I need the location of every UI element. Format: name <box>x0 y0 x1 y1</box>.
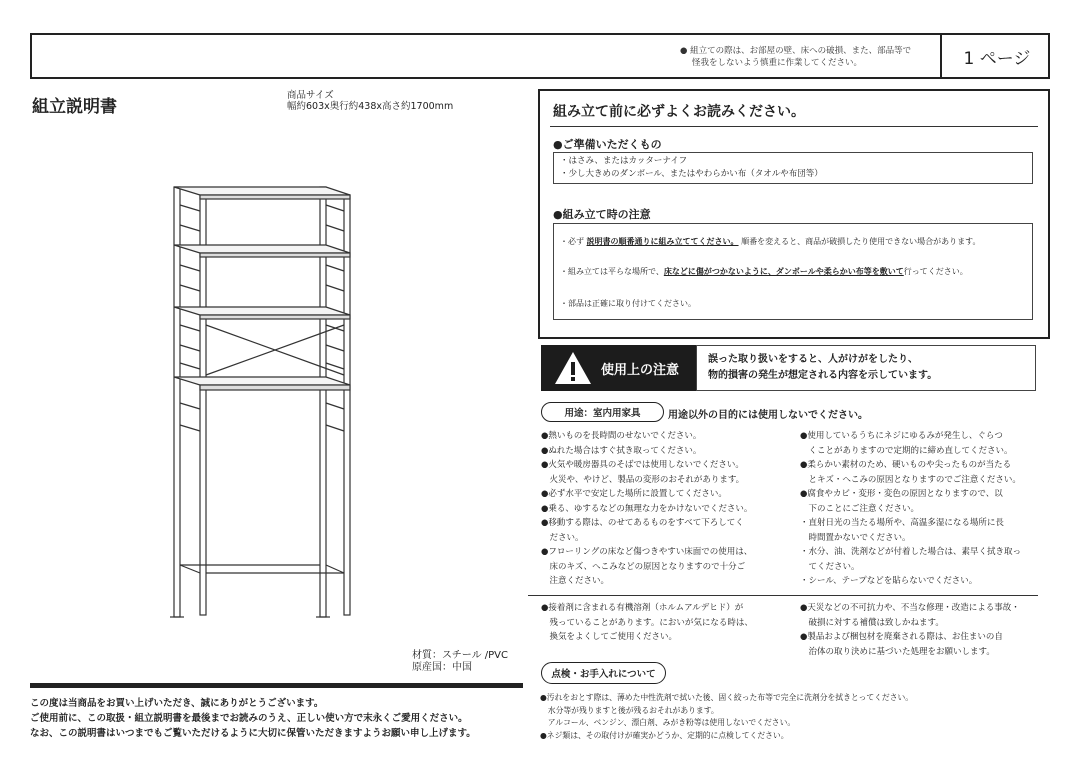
list-item: てください。 <box>800 561 860 572</box>
list-item: 治体の取り決めに基づいた処理をお願いします。 <box>800 646 995 657</box>
list-item: ださい。 <box>541 532 584 543</box>
right-caution-list <box>800 429 1045 589</box>
left-caution-list <box>541 429 786 589</box>
list-item: くことがありますので定期的に締め直してください。 <box>800 445 1013 456</box>
warning-label: 使用上の注意 <box>601 362 680 378</box>
warning-desc <box>708 352 937 384</box>
prep-item: ・少し大きめのダンボール、またはやわらかい布（タオルや布団等） <box>560 169 823 179</box>
list-item: ●火気や暖房器具のそばでは使用しないでください。 <box>541 460 744 470</box>
list-item: ●製品および梱包材を廃棄される際は、お住まいの自 <box>800 632 1003 642</box>
list-item: ●ネジ類は、その取付けが確実かどうか、定期的に点検してください。 <box>540 730 789 740</box>
caution-item-1: ・必ず 説明書の順番通りに組み立ててください。 順番を変えると、商品が破損したり使用できない場合があります。 <box>560 237 981 246</box>
header-note <box>680 45 950 69</box>
warning-desc-line2: 物的損害の発生が想定される内容を示しています。 <box>708 370 938 381</box>
caution-item-2: ・組み立ては平らな場所で、床などに傷がつかないように、ダンボールや柔らかい布等を敷いて行ってください。 <box>560 267 968 276</box>
usage-pill: 用途：室内用家具 <box>541 402 664 422</box>
origin-text: 原産国：中国 <box>412 662 472 673</box>
list-item: ●ぬれた場合はすぐ拭き取ってください。 <box>541 445 702 456</box>
thanks-message <box>30 696 476 741</box>
caution-list <box>553 223 1033 320</box>
list-item: ●天災などの不可抗力や、不当な修理・改造による事故・ <box>800 603 1020 613</box>
header-note-line2: 怪我をしないよう慎重に作業してください。 <box>692 58 863 68</box>
list-item: ●フローリングの床など傷つきやすい床面での使用は、 <box>541 547 753 557</box>
thanks-line: なお、この説明書はいつまでもご覧いただけるように大切に保管いただきますようお願い申し上げます。 <box>30 728 476 739</box>
doc-title: 組立説明書 <box>32 97 117 117</box>
prep-item: ・はさみ、またはカッターナイフ <box>560 156 688 166</box>
list-item: 破損に対する補償は致しかねます。 <box>800 617 944 628</box>
list-item: 換気をよくしてご使用ください。 <box>541 632 678 642</box>
thanks-line: この度は当商品をお買い上げいただき、誠にありがとうございます。 <box>30 698 324 709</box>
list-item: 火災や、やけど、製品の変形のおそれがあります。 <box>541 474 745 485</box>
product-size <box>287 90 453 112</box>
list-item: アルコール、ベンジン、漂白剤、みがき粉等は使用しないでください。 <box>540 718 796 727</box>
usage-note: 用途以外の目的には使用しないでください。 <box>668 410 868 421</box>
list-item: ●使用しているうちにネジにゆるみが発生し、ぐらつ <box>800 431 1003 441</box>
caution-heading: ●組み立て時の注意 <box>553 208 651 221</box>
care-list <box>540 692 913 742</box>
list-item: ●接着剤に含まれる有機溶剤（ホルムアルデヒド）が <box>541 603 744 613</box>
warning-desc-line1: 誤った取り扱いをすると、人がけがをしたり、 <box>708 354 918 365</box>
prep-heading: ●ご準備いただくもの <box>553 138 662 151</box>
list-item: ●汚れをおとす際は、薄めた中性洗剤で拭いた後、固く絞った布等で完全に洗剤分を拭きとってください。 <box>540 693 914 702</box>
list-item: 注意ください。 <box>541 576 610 586</box>
thanks-line: ご使用前に、この取扱・組立説明書を最後までお読みのうえ、正しい使い方で末永くご愛用ください。 <box>30 713 468 724</box>
list-item: 残っていることがあります。においが気になる時は、 <box>541 617 753 628</box>
materials-info <box>412 650 508 674</box>
list-item: ●必ず水平で安定した場所に設置してください。 <box>541 489 727 499</box>
list-item: ●腐食やカビ・変形・変色の原因となりますので、以 <box>800 489 1003 499</box>
list-item: ・水分、油、洗剤などが付着した場合は、素早く拭き取っ <box>800 547 1022 557</box>
material-text: 材質：スチール /PVC <box>412 650 509 661</box>
list-item: ●熱いものを長時間のせないでください。 <box>541 431 702 441</box>
shelf-illustration <box>160 175 370 625</box>
caution-item-3: ・部品は正確に取り付けてください。 <box>560 299 696 308</box>
list-item: 水分等が残りますと後が残るおそれがあります。 <box>540 705 719 715</box>
list-item: とキズ・へこみの原因となりますのでご注意ください。 <box>800 474 1021 485</box>
header-note-line1: ● 組立ての際は、お部屋の壁、床への破損、また、部品等で <box>680 46 912 56</box>
product-size-label: 商品サイズ <box>287 90 334 101</box>
page-label: 1 ページ <box>963 48 1031 69</box>
warning-banner <box>541 345 696 391</box>
care-pill: 点検・お手入れについて <box>541 662 666 684</box>
section-divider <box>528 595 1038 596</box>
right-caution-list-2 <box>800 601 1045 659</box>
list-item: 時間置かないでください。 <box>800 532 911 543</box>
list-item: ●乗る、ゆするなどの無理な力をかけないでください。 <box>541 503 753 514</box>
list-item: ・直射日光の当たる場所や、高温多湿になる場所に長 <box>800 518 1004 528</box>
list-item: ●移動する際は、のせてあるものをすべて下ろしてく <box>541 518 744 528</box>
header-divider <box>940 33 942 79</box>
read-first-rule <box>550 126 1038 127</box>
list-item: 下のことにご注意ください。 <box>800 503 920 514</box>
list-item: 床のキズ、へこみなどの原因となりますので十分ご <box>541 561 746 572</box>
left-caution-list-2 <box>541 601 791 645</box>
left-divider <box>30 683 523 688</box>
list-item: ●柔らかい素材のため、硬いものや尖ったものが当たる <box>800 460 1012 470</box>
read-first-title: 組み立て前に必ずよくお読みください。 <box>553 104 805 120</box>
product-size-value: 幅約603x奥行約438x高さ約1700mm <box>287 101 454 112</box>
list-item: ・シール、テープなどを貼らないでください。 <box>800 576 978 586</box>
prep-list <box>553 152 1033 184</box>
warning-icon <box>553 350 593 386</box>
